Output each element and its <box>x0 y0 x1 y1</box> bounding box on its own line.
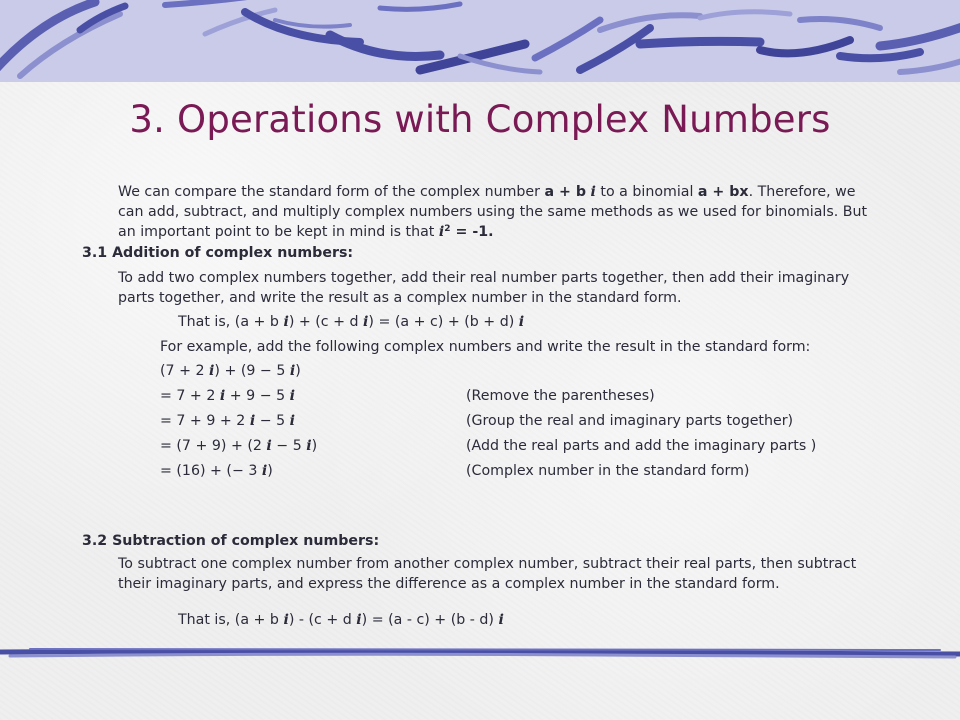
header-banner <box>0 0 960 82</box>
step-expr: = (16) + (− 3 <box>160 463 262 479</box>
addition-rule-i: i <box>518 314 525 330</box>
step-i: i <box>266 438 272 454</box>
addition-step-3-note: (Add the real parts and add the imaginary parts ) <box>466 438 817 454</box>
slide-title: 3. Operations with Complex Numbers <box>129 98 831 141</box>
section-heading-addition: 3.1 Addition of complex numbers: <box>82 245 354 261</box>
step-expr: = (7 + 9) + (2 <box>160 438 267 454</box>
addition-rule <box>178 312 524 332</box>
addition-step-2 <box>160 411 295 431</box>
intro-text-1: We can compare the standard form of the complex number <box>118 184 545 200</box>
expr-part: ) <box>295 363 301 379</box>
footer-divider <box>0 640 960 666</box>
step-i: i <box>289 413 296 429</box>
section-heading-subtraction: 3.2 Subtraction of complex numbers: <box>82 533 380 549</box>
intro-imaginary-unit: i <box>590 184 596 200</box>
step-expr: ) <box>311 438 318 454</box>
addition-step-4-note: (Complex number in the standard form) <box>466 463 750 479</box>
brush-stroke-line-icon <box>0 640 960 666</box>
step-expr: ) <box>267 463 273 479</box>
addition-step-3 <box>160 436 317 456</box>
subtraction-rule-i: i <box>283 612 289 628</box>
expr-part: ) + (9 − 5 <box>214 363 290 379</box>
intro-text-2: to a binomial <box>595 184 698 200</box>
step-i: i <box>249 413 256 429</box>
addition-rule-i: i <box>363 314 369 330</box>
brush-stroke-pattern-icon <box>0 0 960 82</box>
subtraction-rule-part: ) - (c + d <box>288 612 357 628</box>
expr-i: i <box>289 363 296 379</box>
intro-paragraph <box>118 182 868 242</box>
addition-step-4 <box>160 461 273 481</box>
addition-step-2-note: (Group the real and imaginary parts together) <box>466 413 794 429</box>
intro-a-plus-b: a + b <box>544 184 587 200</box>
addition-example-expression <box>160 361 301 381</box>
subtraction-rule-part: That is, (a + b <box>178 612 284 628</box>
addition-rule-i: i <box>283 314 289 330</box>
intro-i-squared-base: i <box>438 224 445 240</box>
step-i: i <box>289 388 296 404</box>
step-expr: − 5 <box>255 413 290 429</box>
expr-part: (7 + 2 <box>160 363 210 379</box>
step-i: i <box>261 463 268 479</box>
step-i: i <box>306 438 312 454</box>
subtraction-rule-part: ) = (a - c) + (b - d) <box>361 612 499 628</box>
step-expr: + 9 − 5 <box>225 388 290 404</box>
step-expr: = 7 + 9 + 2 <box>160 413 250 429</box>
intro-binomial: a + bx <box>697 184 749 200</box>
intro-i-squared-value: = -1. <box>450 224 494 240</box>
subtraction-rule-i: i <box>498 612 504 628</box>
subtraction-description: To subtract one complex number from another complex number, subtract their real parts, then subtract their imaginary parts, and express the difference as a complex number in the standard form. <box>118 556 857 592</box>
subtraction-rule-i: i <box>356 612 362 628</box>
addition-rule-part: That is, (a + b <box>178 314 284 330</box>
addition-step-1 <box>160 386 295 406</box>
subtraction-rule <box>178 610 504 630</box>
step-i: i <box>219 388 226 404</box>
step-expr: = 7 + 2 <box>160 388 220 404</box>
addition-description: To add two complex numbers together, add their real number parts together, then add their imaginary parts together, and write the result as a complex number in the standard form. <box>118 270 850 306</box>
addition-rule-part: ) = (a + c) + (b + d) <box>368 314 519 330</box>
addition-step-1-note: (Remove the parentheses) <box>466 388 655 404</box>
step-expr: − 5 <box>271 438 307 454</box>
intro-text-3: . Therefore, we can add, subtract, and multiply complex numbers using the same methods as we used for binomials. But an important point to be kept in mind is that <box>118 184 868 240</box>
expr-i: i <box>209 363 215 379</box>
addition-example-intro: For example, add the following complex numbers and write the result in the standard form: <box>160 339 811 355</box>
intro-i-squared-exp: 2 <box>444 224 451 234</box>
addition-rule-part: ) + (c + d <box>288 314 364 330</box>
